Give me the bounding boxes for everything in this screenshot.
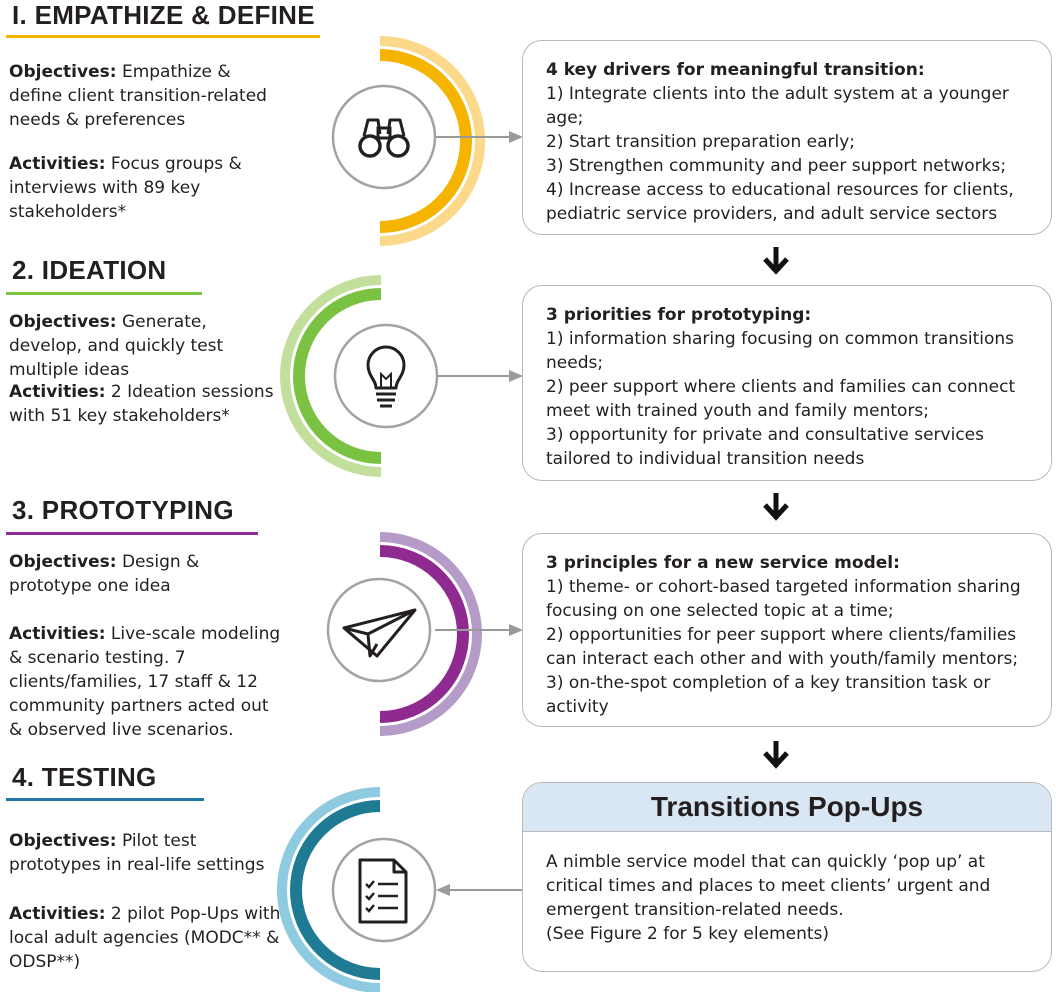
connector-arrowhead bbox=[509, 370, 523, 382]
service-model-principles-box bbox=[522, 533, 1052, 727]
down-arrow-icon bbox=[761, 491, 791, 521]
phase-1-graphic bbox=[320, 36, 530, 246]
phase-1-activities bbox=[9, 152, 284, 224]
phase-4-activities bbox=[9, 902, 284, 974]
objectives-text: Pilot test prototypes in real-life settings bbox=[9, 831, 265, 875]
activities-label: Activities: bbox=[9, 154, 106, 174]
prototyping-priorities-box bbox=[522, 285, 1052, 481]
objectives-text: Design & prototype one idea bbox=[9, 552, 200, 596]
activities-text: Focus groups & interviews with 89 key stakeholders* bbox=[9, 154, 242, 222]
phase-2-underline bbox=[6, 292, 202, 295]
lightbulb-icon bbox=[335, 325, 437, 427]
box-item: 3) on-the-spot completion of a key transition task or activity bbox=[546, 673, 991, 717]
box-item: 2) peer support where clients and families can connect meet with trained youth and family mentors; bbox=[546, 377, 1016, 421]
activities-label: Activities: bbox=[9, 904, 106, 924]
box-heading: 3 principles for a new service model: bbox=[546, 553, 900, 573]
phase-4-objectives bbox=[9, 829, 284, 877]
activities-text: 2 Ideation sessions with 51 key stakeholders* bbox=[9, 382, 274, 426]
phase-4-title: 4. TESTING bbox=[12, 762, 157, 792]
phase-3-graphic bbox=[320, 532, 530, 736]
objectives-label: Objectives: bbox=[9, 831, 117, 851]
objectives-label: Objectives: bbox=[9, 312, 117, 332]
activities-label: Activities: bbox=[9, 382, 106, 402]
objectives-label: Objectives: bbox=[9, 552, 117, 572]
phase-3-title: 3. PROTOTYPING bbox=[12, 495, 234, 525]
connector-arrowhead bbox=[509, 624, 523, 636]
box-item: 3) opportunity for private and consultative services tailored to individual transition needs bbox=[546, 425, 984, 469]
box-heading: 4 key drivers for meaningful transition: bbox=[546, 60, 925, 80]
box-item: 2) Start transition preparation early; bbox=[546, 132, 856, 152]
objectives-label: Objectives: bbox=[9, 62, 117, 82]
phase-2-title: 2. IDEATION bbox=[12, 255, 167, 285]
popup-body bbox=[523, 832, 1051, 946]
box-item: 1) information sharing focusing on common transitions needs; bbox=[546, 329, 1015, 373]
box-item: 1) Integrate clients into the adult system at a younger age; bbox=[546, 84, 1009, 128]
box-item: 3) Strengthen community and peer support networks; bbox=[546, 156, 1007, 176]
down-arrow-icon bbox=[761, 245, 791, 275]
phase-2-activities bbox=[9, 380, 284, 428]
objectives-text: Empathize & define client transition-related needs & preferences bbox=[9, 62, 267, 130]
phase-3-objectives bbox=[9, 550, 284, 598]
phase-3-underline bbox=[6, 532, 258, 535]
phase-1-objectives bbox=[9, 60, 284, 132]
checklist-document-icon bbox=[333, 839, 435, 941]
connector-arrowhead bbox=[436, 884, 450, 896]
connector-arrowhead bbox=[509, 131, 523, 143]
phase-4-underline bbox=[6, 798, 204, 801]
key-drivers-box bbox=[522, 40, 1052, 235]
popup-title: Transitions Pop-Ups bbox=[523, 783, 1051, 832]
paper-plane-icon bbox=[328, 579, 430, 681]
box-item: 4) Increase access to educational resources for clients, pediatric service providers, and adult service sectors bbox=[546, 180, 1014, 224]
phase-2-graphic bbox=[286, 276, 530, 476]
phase-1-underline bbox=[6, 35, 320, 38]
popup-description: A nimble service model that can quickly ‘pop up’ at critical times and places to meet clients’ urgent and emergent transition-related needs. bbox=[546, 852, 991, 920]
phase-3-activities bbox=[9, 622, 284, 742]
activities-label: Activities: bbox=[9, 624, 106, 644]
phase-4-graphic bbox=[280, 788, 530, 992]
objectives-text: Generate, develop, and quickly test multiple ideas bbox=[9, 312, 224, 380]
activities-text: Live-scale modeling & scenario testing. 7 clients/families, 17 staff & 12 community partners acted out & observed live scenarios. bbox=[9, 624, 281, 740]
box-item: 1) theme- or cohort-based targeted information sharing focusing on one selected topic at a time; bbox=[546, 577, 1021, 621]
phase-2-objectives bbox=[9, 310, 284, 382]
down-arrow-icon bbox=[761, 739, 791, 769]
transitions-popups-box bbox=[522, 782, 1052, 972]
activities-text: 2 pilot Pop-Ups with local adult agencies (MODC** & ODSP**) bbox=[9, 904, 281, 972]
phase-1-title: I. EMPATHIZE & DEFINE bbox=[12, 0, 315, 30]
popup-figure-reference: (See Figure 2 for 5 key elements) bbox=[546, 924, 830, 944]
binoculars-icon bbox=[333, 86, 435, 188]
box-heading: 3 priorities for prototyping: bbox=[546, 305, 812, 325]
box-item: 2) opportunities for peer support where clients/families can interact each other and with youth/family mentors; bbox=[546, 625, 1019, 669]
